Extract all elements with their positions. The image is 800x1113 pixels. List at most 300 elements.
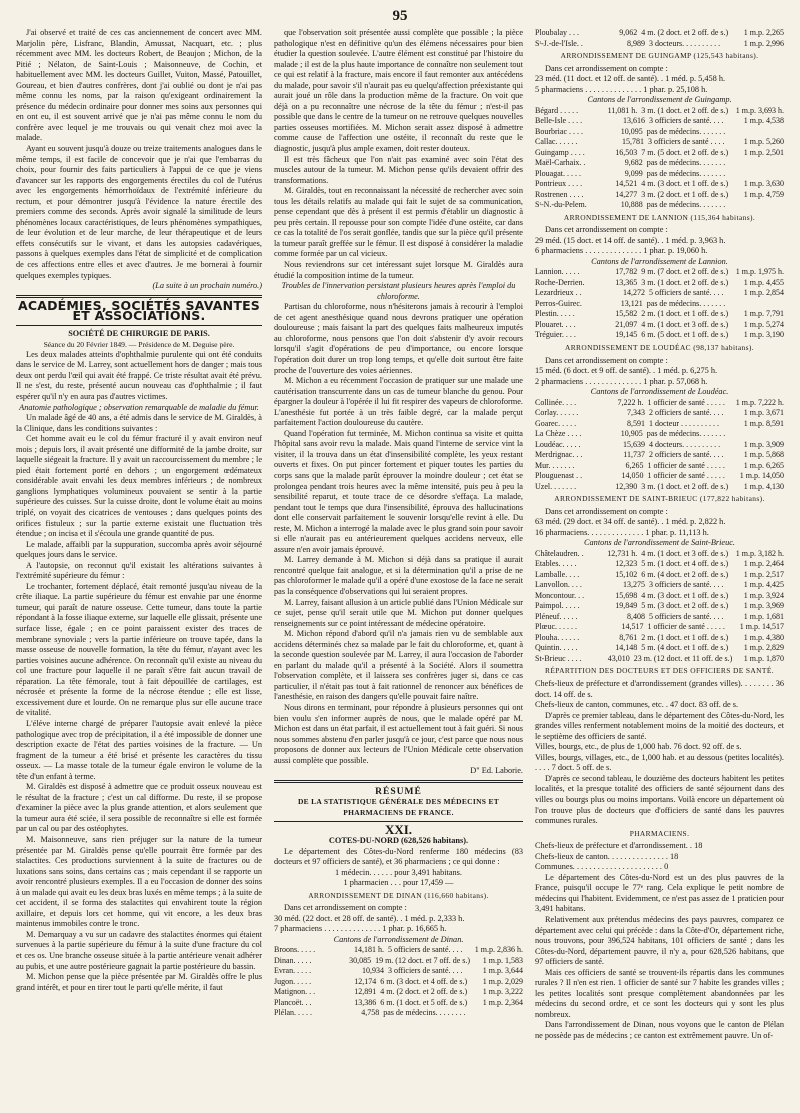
canton-name: Corlay. . . . . .	[535, 408, 579, 418]
canton-doctors: 19 m. (12 doct. et 7 off. de s.)	[375, 955, 471, 965]
canton-doctors: 3 m. (2 doct. et 1 off. de s.)	[641, 189, 729, 199]
canton-doctors: 1 docteur . . . . . . . . . .	[649, 418, 719, 428]
paragraph: Nous reviendrons sur cet intéressant sujet lorsque M. Giraldès aura étudié la composition intime de la tumeur.	[274, 260, 523, 280]
canton-doctors: 3 officiers de santé. . . .	[649, 580, 724, 590]
paragraph: Le département des Côtes-du-Nord est un des plus pauvres de la France, puisqu'il occupe le 77ᵉ rang. Cela explique le petit nombre de médecins qui l'habitent. Evidemment, ce n'est pas assez de 1 praticien pour 3,491 habitans.	[535, 872, 784, 914]
canton-ratio	[725, 299, 784, 310]
count-line: Chefs-lieux de préfecture et d'arrondissement (grandes villes). . . . . . . . 36 doct. 14 off. de s.	[535, 678, 784, 699]
canton-name: La Chèze . . . .	[535, 429, 582, 439]
canton-row	[535, 320, 784, 331]
canton-name: Broons. . . . .	[274, 945, 316, 955]
paragraph: Ayant eu souvent jusqu'à douze ou treize traitements analogues dans le même temps, il est facile de concevoir que je n'ai que l'embarras du choix, pour fournir des faits particuliers à l'appui de ce que je viens d'avancer sur les rapports des engorgements érectiles du col de l'utérus avec les engorgements hémorrhoïdaux de l'extrémité inférieure du rectum, et pour démontrer jusqu'à l'évidence la nature érectile des premiers comme des seconds. Après avoir signalé la similitude de leurs phénomènes locaux caractéristiques, de leurs phénomènes sympathiques, de leur évolution et de leur marche, de leur thérapeutique et de leurs effets consécutifs sur le vivant, et dans les autopsies cadavériques, passons à quelques exemples dans l'état de simplicité et de complication de ces affections entre elles et avec d'autres. Je me bornerai à fournir quelques exemples typiques.	[16, 144, 262, 280]
section-number: XXI.	[384, 822, 413, 838]
canton-doctors: 5 officiers de santé. . . .	[388, 945, 463, 955]
arrondissement-heading: ARRONDISSEMENT DE SAINT-BRIEUC (177,822 habitans).	[554, 494, 765, 504]
canton-ratio: 1 m.p. 2,854	[743, 288, 784, 298]
canton-row	[274, 956, 523, 967]
canton-ratio: 1 m.p. 2,464	[743, 559, 784, 569]
canton-doctors: 4 m. (3 doct. et 1 off. de s.)	[641, 590, 729, 600]
count-line: 5 pharmaciens . . . . . . . . . . . . . . 1 phar. p. 25,108 h.	[535, 84, 708, 94]
divider	[16, 325, 262, 326]
canton-doctors: 5 m. (4 doct. et 1 off. de s.)	[641, 643, 729, 653]
canton-ratio: 1 m.p. 8,591	[743, 418, 784, 428]
canton-row	[535, 633, 784, 644]
paragraph: que l'observation soit présentée aussi complète que possible ; la pièce pathologique n'est en définitive qu'un des élémens nécessaires pour bien étudier la question soulevée. L'autre élément est constitué par l'histoire du malade ; il est de la plus haute importance de connaître non seulement tout ce qui est relatif à la fracture, mais encore il faut remonter aux antécédens du malade, pour savoir s'il n'aurait pas eu quelqu'affection préexistante qui aurait joué un rôle dans la production même de la fracture. On voit que déjà on a pu reconnaître une nécrose de la tête du fémur ; n'est-il pas possible que dans le centre de la tumeur on ne retrouve quelques nouvelles parties osseuses mortifiées. M. Michon serait assez disposé à admettre comme cause de l'affection une ostéite, il reconnaît du reste que le diagnostic, jusqu'à plus ample examen, doit rester douteux.	[274, 28, 523, 154]
canton-row	[274, 966, 523, 977]
canton-name: Plestin. . . . .	[535, 309, 575, 319]
canton-row	[274, 987, 523, 998]
canton-ratio: 1 m.p. 3,190	[743, 330, 784, 340]
canton-population: 9,062	[619, 28, 638, 37]
canton-doctors: 2 officiers de santé. . . .	[649, 450, 724, 460]
canton-doctors: pas de médecins. . . . . . .	[646, 298, 726, 308]
canton-row	[535, 200, 784, 211]
canton-population: 9,682	[624, 158, 643, 168]
count-line: Villes, bourgs, etc., de plus de 1,000 hab. 76 doct. 92 off. de s.	[535, 742, 742, 752]
canton-population: 12,891	[354, 987, 377, 997]
canton-doctors: 23 m. (12 doct. et 11 off. de s.)	[633, 653, 733, 663]
canton-population: 7,222 h.	[617, 397, 644, 407]
canton-population: 14,277	[615, 189, 638, 199]
count-line: Villes, bourgs, villages, etc., de 1,000 hab. et au dessous (petites localités). . . . . 7 doct. 5 off. de s.	[535, 752, 784, 773]
paragraph: M. Michon répond d'abord qu'il n'a jamais rien vu de semblable aux accidens déterminés chez sa malade par le fait du chloroforme, et, quant à la seconde question soulevée par M. Larrey, il aura l'occasion de l'aborder en parlant du malade qu'il a présenté à la Société. Alors il soumettra l'observation complète, et il laissera ses confrères juger si, dans ce cas particulier, il n'était pas tout à fait rationnel de renoncer aux bénéfices de l'anesthésie, en raison des dangers qu'elle pouvait faire naître.	[274, 629, 523, 702]
column-3	[535, 28, 784, 1108]
canton-ratio: 1 m.p. 14,517	[739, 622, 784, 632]
paragraph: Dans cet arrondissement on compte :	[545, 63, 668, 73]
canton-population: 10,888	[620, 200, 643, 210]
resume-title: RÉSUMÉ	[375, 786, 422, 797]
ratio-line: 1 pharmacien . . . pour 17,459 —	[343, 878, 454, 888]
canton-name: Plouagat. . . . .	[535, 168, 581, 178]
canton-name: Callac. . . . . .	[535, 137, 578, 147]
canton-ratio: 1 m.p. 5,868	[743, 450, 784, 460]
canton-doctors: 6 m. (4 doct. et 2 off. de s.)	[641, 569, 729, 579]
page-number: 95	[392, 8, 408, 24]
paragraph: M. Michon pense que la pièce présentée par M. Giraldès offre le plus grand intérêt, et pour en tirer tout le parti qu'elle mérite, il faut	[16, 972, 262, 992]
canton-doctors: 1 officier de santé . . . . .	[647, 471, 725, 481]
section-title: ACADÉMIES, SOCIÉTÉS SAVANTES ET ASSOCIATIONS.	[17, 297, 261, 324]
canton-name: Sᵗ-N.-du-Pelem.	[535, 200, 587, 210]
paragraph: L'éléve interne chargé de préparer l'autopsie avait enlevé la pièce pathologique avec trop de précipitation, il a été impossible de donner une description exacte de l'état des parties voisines de la fracture. — Un fragment de la tumeur a été brisé et présente les caractères du tissu osseux. — La masse totale de la tumeur égale environ le volume de la tête d'un enfant à terme.	[16, 718, 262, 781]
canton-row	[535, 549, 784, 560]
canton-doctors: pas de médecins. . . . . . .	[646, 200, 726, 210]
canton-ratio: 1 m.p. 5,274	[743, 319, 784, 329]
canton-doctors: pas de médecins. . . . . . .	[646, 168, 726, 178]
canton-ratio: 1 m.p. 3,630	[743, 179, 784, 189]
canton-doctors: 9 m. (7 doct. et 2 off. de s.)	[641, 267, 729, 277]
canton-name: Pontrieux . . . .	[535, 179, 583, 189]
canton-row	[274, 945, 523, 956]
canton-row	[535, 419, 784, 430]
session-line: Séance du 20 Février 1849. — Présidence de M. Deguise père.	[43, 340, 235, 350]
canton-ratio: 1 m.p. 5,260	[743, 137, 784, 147]
paragraph: Il est très fâcheux que l'on n'ait pas examiné avec soin l'état des muscles autour de la tumeur. M. Michon pense qu'ils devaient offrir des transformations.	[274, 154, 523, 185]
canton-row	[535, 429, 784, 440]
canton-row	[535, 330, 784, 341]
canton-doctors: 4 m. (1 doct. et 3 off. de s.)	[641, 548, 729, 558]
cantons-title: Cantons de l'arrondissement de Guingamp.	[587, 95, 732, 105]
paragraph: Relativement aux prétendus médecins des pays pauvres, comparez ce département avec celui qui précède : dans la Côte-d'Or, département riche, nous trouvons, pour 396,524 habitans, 101 officiers de santé ; dans les Côtes-du-Nord, département pauvre, il n'y a, pour 628,526 habitans, que 97 officiers de santé.	[535, 915, 784, 967]
canton-ratio	[466, 1008, 523, 1019]
paragraph: M. Larrey demande à M. Michon si déjà dans sa pratique il aurait rencontré quelque fait analogue, et si la détermination qu'il a prise de ne pas chloroformer le malade qu'il a opéré d'une exostose de la face ne serait pas la conséquence d'observations qui lui seraient propres.	[274, 555, 523, 596]
canton-row	[535, 278, 784, 289]
canton-population: 14,272	[623, 288, 645, 298]
canton-population: 13,121	[620, 298, 643, 308]
canton-row	[535, 601, 784, 612]
canton-name: Tréguier. . . .	[535, 330, 576, 340]
canton-row	[535, 288, 784, 299]
canton-ratio: 1 m.p. 7,222 h.	[735, 397, 784, 407]
canton-name: Plancoët. . .	[274, 997, 312, 1007]
canton-doctors: 3 docteurs. . . . . . . . . .	[649, 38, 721, 48]
canton-ratio: 1 m.p. 1,870	[743, 653, 784, 663]
canton-population: 13,275	[623, 580, 645, 590]
canton-population: 12,174	[354, 976, 377, 986]
canton-row	[535, 570, 784, 581]
count-line: 16 pharmaciens. . . . . . . . . . . . . . 1 phar. p. 11,113 h.	[535, 527, 709, 537]
canton-doctors: pas de médecins. . . . . . .	[646, 126, 726, 136]
paragraph: M. Maisonneuve, sans rien préjuger sur la nature de la tumeur présentée par M. Giraldès pense qu'elle pourrait être formée par des stalactites. Ces productions surviennent à la suite de fractures ou de luxations sans soins, dans certains cas ; mais cependant il se rapporte un avoir rencontré plusieurs exemples. Il a eu l'occasion de donner des soins à un malade qui avait eu les deux bras luxés en même temps ; à la suite de cet accident, il se forma des stalactites qui envahirent toute la région axillaire, et depuis lors cet homme, qui vit encore, a les deux bras maintenus immobiles contre le tronc.	[16, 834, 262, 929]
canton-population: 19,145	[615, 330, 638, 340]
canton-name: Lannion. . . . .	[535, 267, 580, 277]
canton-population: 13,386	[354, 997, 377, 1007]
canton-name: Perros-Guirec.	[535, 298, 582, 308]
paragraph: Dans cet arrondissement on compte :	[545, 506, 668, 516]
cantons-title: Cantons de l'arrondissement de Dinan.	[333, 934, 464, 944]
canton-row	[535, 28, 784, 39]
canton-doctors: 4 m. (2 doct. et 2 off. de s.)	[641, 28, 729, 37]
canton-name: Sᵗ-J.-de-l'Isle. .	[535, 38, 583, 48]
canton-population: 12,390	[615, 481, 638, 491]
canton-row	[535, 116, 784, 127]
paragraph: Dans cet arrondissement on compte :	[545, 225, 668, 235]
arrondissement-heading: ARRONDISSEMENT DE GUINGAMP (125,543 habitans).	[560, 51, 759, 60]
subsection-title: Troubles de l'innervation persistant plusieurs heures après l'emploi du chloroforme.	[281, 281, 516, 301]
department-title: COTES-DU-NORD (628,526 habitans).	[328, 836, 469, 846]
canton-doctors: 7 m. (5 doct. et 2 off. de s.)	[641, 147, 729, 157]
canton-doctors: 6 m. (1 doct. et 5 off. de s.)	[380, 997, 468, 1007]
canton-ratio: 1 m.p. 14,050	[739, 471, 784, 481]
canton-name: Loudéac. . . . .	[535, 439, 581, 449]
paragraph: Dans l'arrondissement de Dinan, nous voyons que le canton de Plélan ne possède pas de médecins ; ce canton est extrêmement pauvre. Un of-	[535, 1020, 784, 1041]
canton-row	[535, 450, 784, 461]
count-line: Chefs-lieux de canton, communes, etc. . 47 doct. 83 off. de s.	[535, 700, 739, 710]
canton-name: Plélan. . . . .	[274, 1008, 312, 1018]
canton-ratio	[725, 169, 784, 180]
repartition-heading: RÉPARTITION DES DOCTEURS ET DES OFFICIERS DE SANTÉ.	[545, 666, 774, 676]
lannion-table	[535, 267, 784, 341]
paragraph: Les deux malades atteints d'ophthalmie purulente qui ont été conduits dans le service de M. Larrey, sont actuellement hors de danger ; mais tous deux ont perdu l'œil qui avait été frappé. Ce triste résultat avait été prévu. Il ne s'est, du reste, présenté aucun nouveau cas d'ophthalmie ; il faut espérer qu'il n'y en aura pas d'autres victimes.	[16, 349, 262, 401]
count-line: 2 pharmaciens . . . . . . . . . . . . . . 1 phar. p. 57,068 h.	[535, 376, 708, 386]
canton-doctors: 5 officiers de santé. . . .	[649, 288, 724, 298]
paragraph: Mais ces officiers de santé se trouvent-ils répartis dans les communes rurales ? Il n'en est rien. 1 officier de santé sur 7 habite les grandes villes ; les petites localités sont presque complètement abandonnées par les médecins du second ordre, et ce sont les docteurs qui y sont les plus nombreux.	[535, 967, 784, 1019]
paragraph: D'après ce premier tableau, dans le département des Côtes-du-Nord, les grandes villes renferment notablement moins de la moitié des docteurs, et le septième des officiers de santé.	[535, 710, 784, 741]
canton-doctors: 4 m. (1 doct. et 3 off. de s.)	[641, 319, 729, 329]
canton-population: 15,102	[615, 569, 638, 579]
canton-population: 9,099	[624, 168, 643, 178]
canton-doctors: 1 officier de santé . . . . .	[647, 460, 725, 470]
canton-population: 11,081 h.	[607, 105, 638, 115]
canton-ratio: 1 m.p. 3,693 h.	[735, 105, 784, 115]
canton-doctors: 2 m. (1 doct. et 1 off. de s.)	[641, 632, 729, 642]
canton-row	[535, 106, 784, 117]
count-line: 29 méd. (15 doct. et 14 off. de santé). . 1 méd. p. 3,963 h.	[535, 235, 726, 245]
canton-name: Moncontour. . .	[535, 590, 585, 600]
canton-population: 14,521	[615, 179, 638, 189]
canton-name: Plœuc. . . . . .	[535, 622, 577, 632]
canton-name: Maël-Carhaix. .	[535, 158, 586, 168]
canton-ratio: 1 m.p. 2,364	[482, 997, 523, 1007]
canton-population: 43,010	[607, 653, 630, 663]
canton-row	[535, 408, 784, 419]
canton-population: 21,097	[615, 319, 638, 329]
canton-doctors: 6 m. (5 doct. et 1 off. de s.)	[641, 330, 729, 340]
canton-name: Dinan. . . . .	[274, 955, 312, 965]
canton-population: 10,905	[620, 429, 643, 439]
canton-doctors: 2 m. (1 doct. et 1 off. de s.)	[641, 309, 729, 319]
canton-ratio: 1 m.p. 6,265	[743, 460, 784, 470]
canton-ratio: 1 m.p. 4,425	[743, 580, 784, 590]
canton-ratio: 1 m.p. 2,501	[743, 147, 784, 157]
canton-ratio: 1 m.p. 1,583	[482, 955, 523, 965]
canton-doctors: pas de médecins. . . . . . .	[646, 429, 726, 439]
top-table	[535, 28, 784, 49]
count-line: 7 pharmaciens . . . . . . . . . . . . . . 1 phar. p. 16,665 h.	[274, 924, 447, 934]
canton-name: Etables. . . . .	[535, 559, 577, 569]
canton-row	[535, 158, 784, 169]
canton-row	[535, 643, 784, 654]
canton-ratio: 1 m.p. 1,681	[743, 611, 784, 621]
canton-population: 14,181 h.	[354, 945, 384, 955]
paragraph: A l'autopsie, on reconnut qu'il existait les altérations suivantes à l'extrémité supérieure du fémur :	[16, 560, 262, 581]
divider	[274, 780, 523, 783]
canton-row	[535, 559, 784, 570]
saint-brieuc-table	[535, 549, 784, 665]
canton-name: Plouaret. . . .	[535, 319, 576, 329]
canton-population: 7,343	[627, 408, 645, 418]
canton-ratio: 1 m.p. 3,924	[743, 590, 784, 600]
canton-ratio: 1 m.p. 7,791	[743, 309, 784, 319]
canton-row	[535, 267, 784, 278]
canton-ratio: 1 m.p. 2,829	[743, 643, 784, 653]
paragraph: M. Giraldès est disposé à admettre que ce produit osseux nouveau est le résultat de la fracture ; c'est un cal difforme. Du reste, il se propose d'examiner la pièce avec la plus grande attention, et alors seulement que la tumeur aura été sciée, il sera possible de reconnaître si elle est formée par un cal ou par des ostéophytes.	[16, 782, 262, 834]
arrondissement-heading: ARRONDISSEMENT DE DINAN (116,660 habitans).	[308, 890, 489, 900]
canton-ratio	[725, 200, 784, 211]
paragraph: D'après ce second tableau, le douzième des docteurs habitent les petites localités, et la presque totalité des officiers de santé séjournent dans des villes ou bourgs plus ou moins importans. Voilà encore un département où l'on trouve plus de docteurs que d'officiers de santé dans les pauvres communes rurales.	[535, 773, 784, 826]
canton-population: 6,265	[625, 460, 644, 470]
count-line: Chefs-lieux de canton. . . . . . . . . . . . . . . 18	[535, 851, 679, 861]
paragraph: M. Giraldès, tout en reconnaissant la nécessité de rechercher avec soin tous les détails relatifs au malade qui fait le sujet de sa communication, pense cependant que dès à présent il est permis d'établir un diagnostic à peu près certain. Il repousse pour son compte l'idée d'une ostéite, car dans ce cas la totalité de l'os serait gonflée, tandis que sur la pièce qu'il présente la tumeur paraît greffée sur le fémur. Il est disposé à considérer la maladie comme formée par un cal vicieux.	[274, 186, 523, 259]
count-line: 23 méd. (11 doct. et 12 off. de santé). . 1 méd. p. 5,458 h.	[535, 74, 726, 84]
society-title: SOCIÉTÉ DE CHIRURGIE DE PARIS.	[68, 328, 210, 338]
paragraph: Partisan du chloroforme, nous n'hésiterons jamais à recourir à l'emploi de cet agent anesthésique quand nous devrons pratiquer une opération douloureuse ; mais faisant la part des quelques faits malheureux imputés au chloroforme, nous pensons que l'on doit s'abstenir d'y avoir recours lorsqu'il s'agit d'opérations de peu d'importance, ou encore lorsque l'opération doit durer un trop long temps, et qu'elle doit surtout être faite proche de l'ouverture des voies aériennes.	[274, 302, 523, 375]
canton-population: 8,591	[627, 418, 645, 428]
canton-row	[535, 461, 784, 472]
guingamp-table	[535, 106, 784, 211]
canton-population: 15,582	[615, 309, 638, 319]
paragraph: Le trochanter, fortement déplacé, était remonté jusqu'au niveau de la crête iliaque. La partie supérieure du fémur est envahie par une énorme tumeur, qui paraît de nature osseuse. Cette tumeur, dans toute la partie répondant à la fosse iliaque externe, sur laquelle elle glissait, présente une surface lisse, égale ; en ce point paraissent exister des traces de membrane synoviale ; vers la partie inférieure on trouve tapée, dans la masse osseuse de nouvelle formation, la tête du fémur, n'ayant avec les parties voisines aucune adhérence. On reconnaît qu'il existe au niveau du col une fracture pour laquelle il ne paraît s'être fait aucun travail de réparation. La tête fémorale, tout à fait dépouillée de cartilages, est nécrosée et présente la forme de la nécrose étendue ; elle est lisse, excessivement dure et lourde. On ne remarque plus sur elle aucune trace de vitalité.	[16, 581, 262, 718]
canton-ratio: 1 m.p. 4,538	[743, 116, 784, 126]
canton-name: Collinée. . . .	[535, 397, 577, 407]
canton-ratio: 1 m.p. 2,029	[482, 976, 523, 986]
canton-population: 13,365	[615, 277, 638, 287]
canton-population: 30,085	[349, 955, 372, 965]
canton-doctors: 3 m. (1 doct. et 2 off. de s.)	[641, 277, 729, 287]
canton-doctors: 1 officier de santé . . . . .	[647, 397, 725, 407]
canton-row	[535, 39, 784, 50]
canton-name: Pléneuf. . . . .	[535, 611, 578, 621]
canton-population: 17,782	[615, 267, 638, 277]
columns	[16, 28, 784, 1108]
pharmacy-heading: PHARMACIENS.	[629, 828, 690, 838]
canton-name: Jugon. . . . .	[274, 976, 312, 986]
count-line: Communes. . . . . . . . . . . . . . . . . . . . . . 0	[535, 862, 669, 872]
canton-ratio: 1 m.p. 3,644	[482, 966, 523, 976]
canton-doctors: 3 m. (1 doct. et 2 off. de s.)	[641, 105, 729, 115]
canton-doctors: 3 officiers de santé. . . .	[649, 116, 724, 126]
paragraph: Nous dirons en terminant, pour répondre à plusieurs personnes qui ont bien voulu s'en informer auprès de nous, que le malade opéré par M. Michon est dans un état parfait, il est actuellement tout à fait guéri. Si nous nous sommes abstenu d'en parler jusqu'à ce jour, c'est parce que nous nous proposons de donner aux lecteurs de l'Union Médicale cette observation aussi complète que possible.	[274, 703, 523, 765]
ratio-line: 1 médecin. . . . . . pour 3,491 habitans.	[335, 867, 462, 877]
canton-ratio: 1 m.p. 1,975 h.	[735, 267, 784, 277]
canton-name: Plouguenast . .	[535, 471, 583, 481]
canton-doctors: 5 m. (3 doct. et 2 off. de s.)	[641, 601, 729, 611]
canton-row	[535, 398, 784, 409]
count-line: 15 méd. (6 doct. et 9 off. de santé). . 1 méd. p. 6,275 h.	[535, 366, 718, 376]
canton-row	[274, 1008, 523, 1019]
canton-name: Mur. . . . . . .	[535, 460, 575, 470]
canton-ratio: 1 m.p. 2,265	[743, 28, 784, 37]
canton-ratio: 1 m.p. 3,222	[482, 987, 523, 997]
canton-ratio: 1 m.p. 3,909	[743, 439, 784, 449]
canton-ratio: 1 m.p. 4,759	[743, 189, 784, 199]
canton-population: 19,849	[615, 601, 638, 611]
canton-doctors: 4 m. (2 doct. et 2 off. de s.)	[380, 987, 468, 997]
canton-name: Lanvollon. . . .	[535, 580, 582, 590]
canton-doctors: 3 m. (1 doct. et 2 off. de s.)	[641, 481, 729, 491]
canton-population: 4,758	[361, 1008, 380, 1018]
canton-population: 14,050	[621, 471, 644, 481]
canton-name: Guingamp . . . .	[535, 147, 585, 157]
canton-ratio	[725, 429, 784, 440]
canton-name: St-Brieuc . . . .	[535, 653, 582, 663]
canton-ratio: 1 m.p. 3,969	[743, 601, 784, 611]
canton-row	[535, 309, 784, 320]
canton-row	[535, 471, 784, 482]
canton-ratio: 1 m.p. 2,996	[743, 38, 784, 48]
canton-name: Lezardrieux . .	[535, 288, 582, 298]
paragraph: M. Larrey, faisant allusion à un article publié dans l'Union Médicale sur ce sujet, pense qu'il serait utile que M. Michon put donner quelques renseignements sur ce point intéressant de médecine opératoire.	[274, 597, 523, 628]
canton-row	[535, 169, 784, 180]
cantons-title: Cantons de l'arrondissement de Lannion.	[591, 256, 728, 266]
column-1	[16, 28, 262, 1108]
canton-population: 13,616	[623, 116, 645, 126]
canton-row	[535, 622, 784, 633]
column-2	[274, 28, 523, 1108]
canton-name: Rostrenen . . . .	[535, 189, 584, 199]
canton-row	[274, 977, 523, 988]
canton-row	[535, 148, 784, 159]
subsection-title: Anatomie pathologique ; observation remarquable de maladie du fémur.	[19, 402, 259, 412]
canton-name: Paimpol. . . . .	[535, 601, 580, 611]
paragraph: M. Demarquay a vu sur un cadavre des stalactites énormes qui étaient survenues à la partie supérieure du fémur à la suite d'une fracture du col et ces os. Une branche osseuse située à la partie antérieure venait adhérer au pubis, et une autre postérieure gagnait la partie postérieure du bassin.	[16, 929, 262, 971]
canton-ratio: 1 m.p. 3,182 h.	[735, 548, 784, 558]
paragraph: J'ai observé et traité de ces cas anciennement de concert avec MM. Marjolin père, Lisfranc, Blandin, Amussat, Nacquart, etc. ; plus récemment avec MM. les docteurs Robert, de Beaujon ; Michon, de la Pitié ; Nélaton, de Saint-Louis ; Maisonneuve, de Cochin, et habituellement avec MM. les docteurs Guillet, Vuiton, Massé, Patouillet, Goureau, et bien d'autres confrères, dont j'ai oublié ou dont je n'ai pas même connu les noms, par la raison qu'exigeant ordinairement la présence du médecin ordinaire pour donner mes soins aux personnes qui en ont eu, il est souvent arrivé que je n'ai pas même connu le nom du confrère avec lequel je me trouvais ou qui venait chez moi avec la malade.	[16, 28, 262, 143]
paragraph: Le département des Côtes-du-Nord renferme 180 médecins (83 docteurs et 97 officiers de santé), et 36 pharmaciens ; ce qui donne :	[274, 846, 523, 867]
canton-doctors: pas de médecins. . . . . . .	[646, 158, 726, 168]
canton-population: 8,408	[627, 611, 645, 621]
canton-row	[535, 654, 784, 665]
dinan-table	[274, 945, 523, 1019]
canton-name: Châtelaudren. .	[535, 548, 584, 558]
canton-ratio: 1 m.p. 4,455	[743, 277, 784, 287]
canton-population: 12,731 h.	[607, 548, 638, 558]
canton-name: Plouha. . . . . .	[535, 632, 580, 642]
canton-name: Quintin. . . . .	[535, 643, 578, 653]
paragraph: Un malade âgé de 40 ans, a été admis dans le service de M. Giraldès, à la Clinique, dans les conditions suivantes :	[16, 413, 262, 433]
canton-ratio: 1 m.p. 2,836 h.	[474, 945, 523, 955]
canton-ratio	[725, 127, 784, 138]
count-line: 63 méd. (29 doct. et 34 off. de santé). . 1 méd. p. 2,822 h.	[535, 517, 726, 527]
canton-doctors: 5 officiers de santé. . . .	[649, 611, 724, 621]
canton-row	[535, 137, 784, 148]
canton-row	[535, 440, 784, 451]
canton-population: 14,148	[615, 643, 638, 653]
paragraph: Le malade, affaibli par la suppuration, succomba après avoir séjourné quelques jours dans le service.	[16, 539, 262, 560]
canton-population: 14,517	[621, 622, 644, 632]
loudeac-table	[535, 398, 784, 493]
canton-row	[535, 299, 784, 310]
canton-row	[535, 179, 784, 190]
canton-ratio: 1 m.p. 4,380	[743, 632, 784, 642]
canton-population: 15,781	[622, 137, 645, 147]
canton-population: 16,503	[615, 147, 638, 157]
count-line: 6 pharmaciens . . . . . . . . . . . . . . 1 phar. p. 19,060 h.	[535, 246, 708, 256]
count-line: 30 méd. (22 doct. et 28 off. de santé). . 1 méd. p. 2,333 h.	[274, 913, 465, 923]
canton-name: Merdrignac. . .	[535, 450, 583, 460]
count-line: Chefs-lieux de préfecture et d'arrondissement. . 18	[535, 841, 703, 851]
resume-subtitle: DE LA STATISTIQUE GÉNÉRALE DES MÉDECINS ET PHARMACIENS DE FRANCE.	[297, 797, 500, 817]
canton-name: Goarec. . . . .	[535, 418, 577, 428]
arrondissement-heading: ARRONDISSEMENT DE LOUDÉAC (98,137 habitans).	[564, 342, 755, 352]
canton-row	[535, 482, 784, 493]
canton-row	[535, 591, 784, 602]
canton-doctors: 5 m. (1 doct. et 4 off. de s.)	[641, 559, 729, 569]
canton-row	[535, 127, 784, 138]
canton-population: 10,095	[620, 126, 643, 136]
cantons-title: Cantons de l'arrondissement de Loudéac.	[590, 387, 729, 397]
canton-doctors: 3 officiers de santé. . . .	[388, 966, 463, 976]
canton-name: Uzel. . . . . . .	[535, 481, 577, 491]
paragraph: Dans cet arrondissement on compte :	[545, 355, 668, 365]
paragraph: Cet homme avait eu le col du fémur fracturé il y avait environ neuf mois ; depuis lors, il avait présenté une difformité de la jambe droite, sur laquelle siégeait la fracture. Il y avait un raccourcissement du membre ; le pied était fortement porté en dehors ; un engorgement œdémateux considérable avait envahi les deux membres inférieurs ; de nombreux ganglions lymphatiques volumineux pouvaient se sentir à la partie supérieure des cuisses. Sur la cuisse droite, dont le volume était au moins triplé, on voyait des cicatrices de ventouses ; dans quelques points des orifices fistuleux ; sur la partie externe existait une fluctuation très étendue ; on incisa et il s'écoula une grande quantité de pus.	[16, 434, 262, 539]
canton-doctors: 4 docteurs. . . . . . . . . .	[649, 439, 721, 449]
canton-name: Belle-Isle . . . .	[535, 116, 583, 126]
canton-name: Bégard . . . . .	[535, 105, 579, 115]
canton-doctors: 4 m. (3 doct. et 1 off. de s.)	[641, 179, 729, 189]
canton-name: Bourbriac . . . .	[535, 126, 583, 136]
canton-population: 11,737	[623, 450, 645, 460]
canton-row	[535, 190, 784, 201]
canton-ratio: 1 m.p. 4,130	[743, 481, 784, 491]
cantons-title: Cantons de l'arrondissement de Saint-Brieuc.	[583, 538, 736, 548]
canton-doctors: pas de médecins. . . . . . . .	[383, 1008, 466, 1018]
canton-ratio	[725, 158, 784, 169]
signature: D" Ed. Laborie.	[470, 766, 523, 776]
canton-doctors: 6 m. (3 doct. et 4 off. de s.)	[380, 976, 468, 986]
canton-name: Ploubalay . . .	[535, 28, 579, 37]
canton-name: Lamballe. . . .	[535, 569, 580, 579]
paragraph: M. Michon a eu récemment l'occasion de pratiquer sur une malade une cautérisation transcurrente dans un cas de tumeur blanche du genou. Pour épargner la douleur à l'opérée il lui fit respirer des vapeurs de chloroforme. L'anesthésie fut portée à un très faible degré, car la malade perçut parfaitement l'action douloureuse du cautère.	[274, 376, 523, 428]
